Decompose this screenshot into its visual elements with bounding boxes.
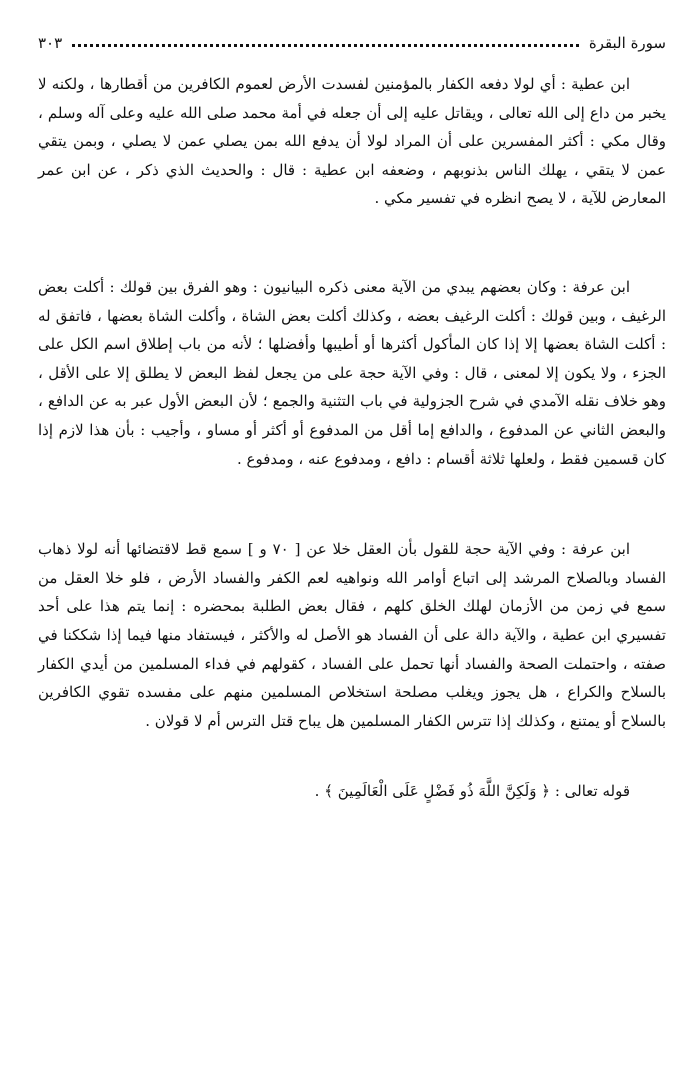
paragraph-ibn-arafa-1: ابن عرفة : وكان بعضهم يبدي من الآية معنى ذكره البيانيون : وهو الفرق بين قولك : أكلت بعض الرغيف ، وبين قولك : أكلت الرغيف بعضه ، وكذلك أكلت بعض الشاة ، وأكلت الشاة بعضها ، فاتفق له : أكلت الشاة بعضها إلا إذا كان المأكول أكثرها أو أطيبها وأفضلها ؛ لأنه من باب إطلاق اسم الكل على الجزء ، ولا يكون إلا لمعنى ، قال : وفي الآية حجة على من يجعل لفظ البعض لا يطلق إلا على الأقل ، وهو خلاف نقله الآمدي في شرح الجزولية في باب التثنية والجمع ؛ لأن البعض الأول عبر به عن الدافع ، والبعض الثاني عن المدفوع ، والدافع إما أقل من المدفوع أو أكثر أو مساو ، وأجيب : بأن هذا لازم إذا كان قسمين فقط ، ولعلها ثلاثة أقسام : دافع ، ومدفوع عنه ، ومدفوع . bbox=[38, 277, 666, 468]
verse-text: ﴿ وَلَكِنَّ اللَّهَ ذُو فَضْلٍ عَلَى الْعَالَمِينَ ﴾ . bbox=[314, 782, 551, 801]
page-number: ٣٠٣ bbox=[38, 34, 63, 52]
verse-line bbox=[38, 777, 666, 806]
page-header bbox=[38, 30, 666, 56]
paragraph-ibn-atiyya: ابن عطية : أي لولا دفعه الكفار بالمؤمنين لفسدت الأرض لعموم الكافرين من أقطارها ، ولكنه لا يخبر من داع إلى الله تعالى ، ويقاتل عليه إلى أن جعله في أمة محمد صلى الله عليه وعلى آله وسلم ، وقال مكي : أكثر المفسرين على أن المراد لولا أن يدفع الله بمن يصلي عمن لا يصلي ، وبمن يتقي عمن لا يتقي ، يهلك الناس بذنوبهم ، وضعفه ابن عطية : قال : والحديث الذي ذكر ، عن ابن عمر المعارض للآية ، لا يصح انظره في تفسير مكي . bbox=[38, 75, 666, 208]
header-dotted-leader bbox=[72, 44, 579, 47]
book-page bbox=[38, 30, 666, 1070]
verse-label: قوله تعالى : bbox=[554, 782, 630, 801]
paragraph-ibn-arafa-2: ابن عرفة : وفي الآية حجة للقول بأن العقل خلا عن [ ٧٠ و ] سمع قط لاقتضائها أنه لولا ذهاب الفساد وبالصلاح المرشد إلى اتباع أوامر الله ونواهيه لعم الكفر والفساد الأرض ، فلو خلا العقل من سمع في زمن من الأزمان لهلك الخلق كلهم ، فقال بعض الطلبة بمحضره : إنما يتم هذا على أحد تفسيري ابن عطية ، والآية دالة على أن الفساد هو الأصل له والأكثر ، فيستفاد منها فيما إذا شككنا في صفته ، واحتملت الصحة والفساد أنها تحمل على الفساد ، كقولهم في فداء المسلمين من أيدي الكفار بالسلاح والكراع ، هل يجوز ويغلب مصلحة استخلاص المسلمين منهم على مفسده تقوي الكافرين بالسلاح أو يمتنع ، وكذلك إذا تترس الكفار المسلمين هل يباح قتل الترس أم لا قولان . bbox=[38, 540, 666, 730]
surah-title: سورة البقرة bbox=[588, 34, 666, 52]
